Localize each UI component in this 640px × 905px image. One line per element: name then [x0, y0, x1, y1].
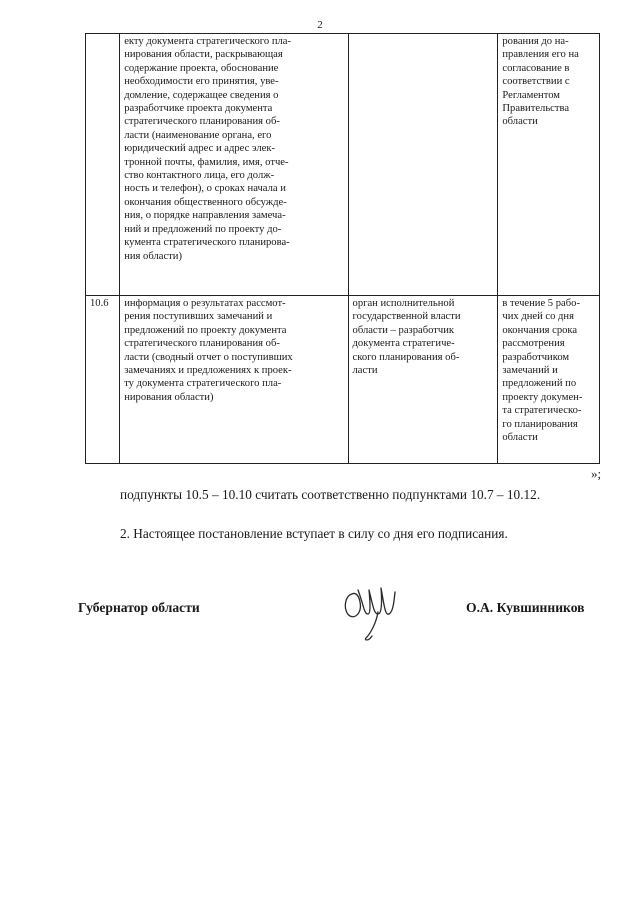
- cell-text-line: ний и предложений по проекту до-: [124, 223, 282, 235]
- signatory-title: Губернатор области: [78, 600, 200, 615]
- cell-text-line: тронной почты, фамилия, имя, отче-: [124, 156, 289, 168]
- cell-text-line: области – разработчик: [352, 324, 455, 336]
- cell-text-line: разработчике проекта документа: [124, 103, 273, 115]
- cell-text-line: ского планирования об-: [352, 351, 460, 363]
- signatory-name: О.А. Кувшинников: [466, 600, 585, 615]
- cell-text-line: окончания общественного обсужде-: [124, 196, 287, 208]
- cell-text-line: стратегического планирования об-: [124, 116, 280, 128]
- document-table: [85, 33, 600, 464]
- cell-text-line: области: [502, 116, 538, 128]
- cell-text-line: замечаний и: [502, 365, 558, 377]
- cell-text-line: рования до на-: [502, 36, 569, 47]
- table-closing-mark: »;: [591, 466, 602, 481]
- cell-text-line: согласование в: [502, 62, 570, 74]
- cell-text-line: разработчиком: [502, 351, 570, 363]
- cell-text-line: замечаниях и предложениях к проек-: [124, 365, 292, 377]
- item-description-cell: [120, 34, 348, 296]
- cell-text-line: ласти (сводный отчет о поступивших: [124, 351, 293, 363]
- cell-text-line: нирования области): [124, 391, 214, 403]
- cell-text-line: домление, содержащее сведения о: [124, 89, 279, 101]
- cell-text-line: необходимости его принятия, уве-: [124, 76, 279, 88]
- cell-text-line: Правительства: [502, 103, 570, 115]
- cell-text-line: окончания срока: [502, 324, 578, 336]
- cell-text-line: в течение 5 рабо-: [502, 298, 580, 309]
- cell-text-line: ласти: [352, 365, 378, 377]
- paragraph-renumbering: подпункты 10.5 – 10.10 считать соответственно подпунктами 10.7 – 10.12.: [120, 487, 541, 502]
- deadline-cell: [498, 296, 600, 464]
- cell-text-line: го планирования: [502, 418, 578, 430]
- cell-text-line: содержание проекта, обоснование: [124, 62, 279, 74]
- item-description-cell: [120, 296, 348, 464]
- cell-text-line: соответствии с: [502, 76, 570, 88]
- cell-text-line: ту документа стратегического пла-: [124, 378, 282, 390]
- cell-text-line: предложений по проекту документа: [124, 324, 287, 336]
- cell-text-line: чих дней со дня: [502, 311, 574, 323]
- responsible-organ-cell: [348, 296, 498, 464]
- cell-text-line: информация о результатах рассмот-: [124, 298, 286, 309]
- cell-text-line: рения поступивших замечаний и: [124, 311, 273, 323]
- paragraph-effective-date: 2. Настоящее постановление вступает в силу со дня его подписания.: [120, 526, 508, 541]
- cell-text-line: кумента стратегического планирова-: [124, 237, 290, 249]
- cell-text-line: ство контактного лица, его долж-: [124, 170, 275, 182]
- row-number-cell: [86, 34, 120, 296]
- cell-text-line: области: [502, 432, 538, 444]
- table-row: [86, 296, 600, 464]
- responsible-organ-cell: [348, 34, 498, 296]
- cell-text-line: нирования области, раскрывающая: [124, 49, 283, 61]
- cell-text-line: государственной власти: [352, 311, 461, 323]
- cell-text-line: ния области): [124, 250, 182, 262]
- cell-text-line: юридический адрес и адрес элек-: [124, 143, 276, 155]
- handwritten-signature: [338, 576, 398, 646]
- cell-text-line: правления его на: [502, 49, 579, 61]
- cell-text-line: проекту докумен-: [502, 391, 583, 403]
- cell-text-line: ность и телефон), о сроках начала и: [124, 183, 286, 195]
- deadline-cell: [498, 34, 600, 296]
- cell-text-line: стратегического планирования об-: [124, 338, 280, 350]
- cell-text-line: документа стратегиче-: [352, 338, 455, 350]
- cell-text-line: орган исполнительной: [352, 298, 455, 309]
- cell-text-line: Регламентом: [502, 89, 560, 101]
- cell-text-line: ния, о порядке направления замеча-: [124, 210, 286, 222]
- cell-text-line: ласти (наименование органа, его: [124, 129, 272, 141]
- cell-text-line: предложений по: [502, 378, 577, 390]
- cell-text-line: екту документа стратегического пла-: [124, 36, 292, 47]
- cell-text-line: рассмотрения: [502, 338, 565, 350]
- page-number: 2: [317, 19, 323, 31]
- row-number-cell: 10.6: [86, 296, 120, 464]
- table-row: [86, 34, 600, 296]
- cell-text-line: та стратегическо-: [502, 405, 582, 417]
